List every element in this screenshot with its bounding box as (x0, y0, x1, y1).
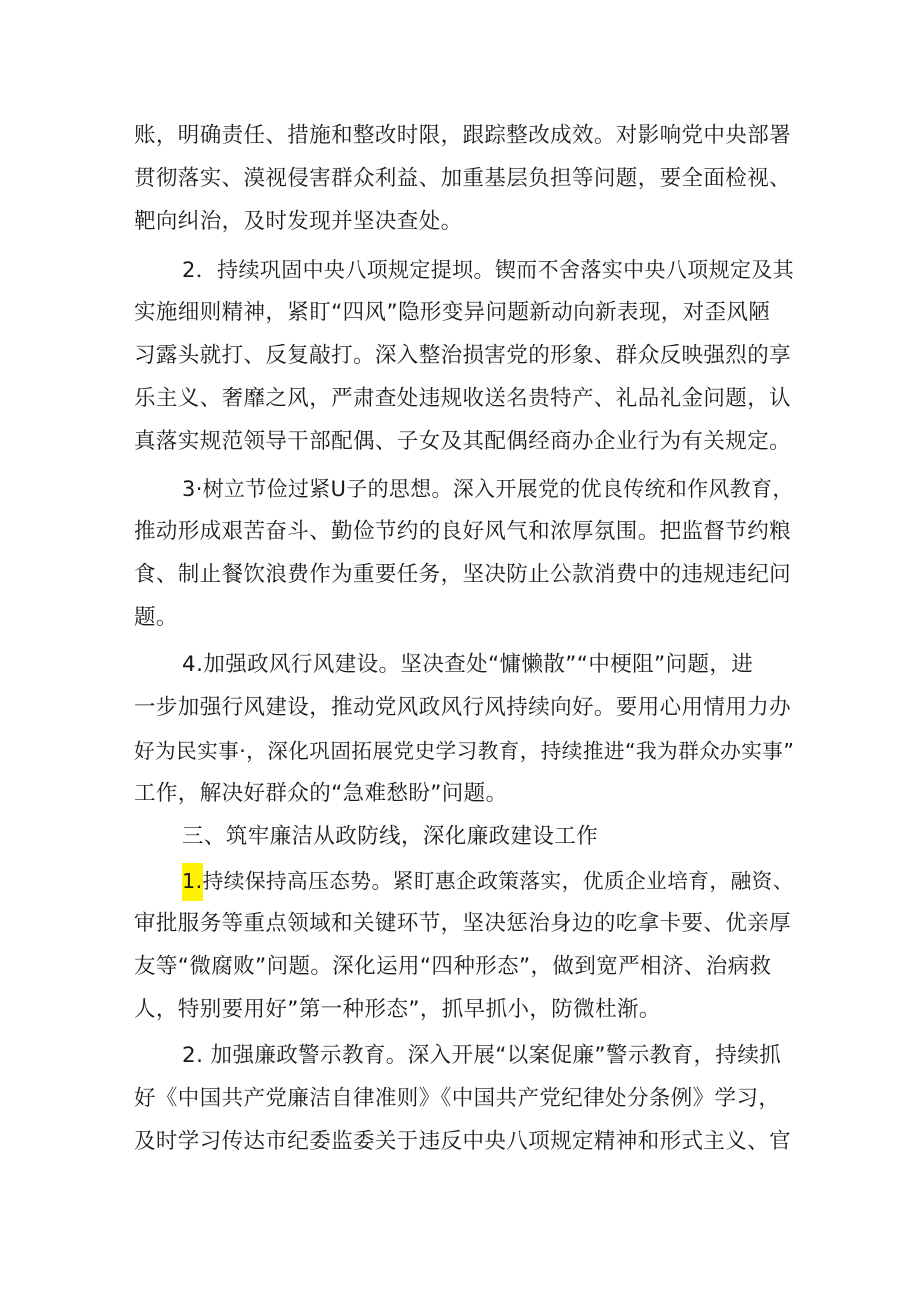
text-line: 一步加强行风建设，推动党风政风行风持续向好。要用心用情用力办 (134, 695, 792, 720)
text-line: 账，明确责任、措施和整改时限，跟踪整改成效。对影响党中央部署 (134, 123, 792, 148)
text-line: 好为民实事·，深化巩固拓展党史学习教育，持续推进“我为群众办实事” (134, 739, 795, 763)
text-line: 贯彻落实、漠视侵害群众利益、加重基层负担等问题，要全面检视、 (134, 166, 792, 191)
text-line: 食、制止餐饮浪费作为重要任务，坚决防止公款消费中的违规违纪问 (134, 562, 792, 587)
text-line: 乐主义、奢靡之风，严肃查处违规收送名贵特产、礼品礼金问题，认 (134, 386, 792, 411)
text-line: 人，特别要用好”第一种形态”，抓早抓小，防微杜渐。 (134, 997, 661, 1022)
text-line: 题。 (134, 605, 178, 630)
text-line: 习露头就打、反复敲打。深入整治损害党的形象、群众反映强烈的享 (134, 343, 792, 368)
text-line: 4.加强政风行风建设。坚决查处“慵懒散”“中梗阻”问题，进 (182, 652, 754, 677)
text-line: 1.持续保持高压态势。紧盯惠企政策落实，优质企业培育，融资、 (182, 861, 794, 901)
text-line: 友等“微腐败”问题。深化运用“四种形态”，做到宽严相济、治病救 (134, 954, 772, 979)
text-line: 工作，解决好群众的“急难愁盼”问题。 (134, 781, 508, 806)
text-line: 真落实规范领导干部配偶、子女及其配偶经商办企业行为有关规定。 (134, 429, 792, 454)
text-line: 2．持续巩固中央八项规定提坝。锲而不舍落实中央八项规定及其 (182, 258, 795, 282)
text-line: 及时学习传达市纪委监委关于违反中央八项规定精神和形式主义、官 (134, 1129, 792, 1154)
text-line: 3·树立节俭过紧U子的思想。深入开展党的优良传统和作风教育， (182, 477, 794, 501)
text-line: 实施细则精神，紧盯“四风”隐形变异问题新动向新表现，对歪风陋 (134, 300, 771, 325)
highlighted-number: 1. (182, 863, 203, 901)
section-heading: 三、筑牢廉洁从政防线，深化廉政建设工作 (182, 824, 599, 849)
text-line: 靶向纠治，及时发现并坚决查处。 (134, 209, 463, 234)
text-line: 推动形成艰苦奋斗、勤俭节约的良好风气和浓厚氛围。把监督节约粮 (134, 519, 792, 544)
text-line: 审批服务等重点领域和关键环节，坚决惩治身边的吃拿卡要、优亲厚 (134, 911, 792, 936)
text-line: 2. 加强廉政警示教育。深入开展“以案促廉”警示教育，持续抓 (182, 1043, 782, 1068)
text-line: 好《中国共产党廉洁自律准则》《中国共产党纪律处分条例》学习， (134, 1086, 781, 1111)
